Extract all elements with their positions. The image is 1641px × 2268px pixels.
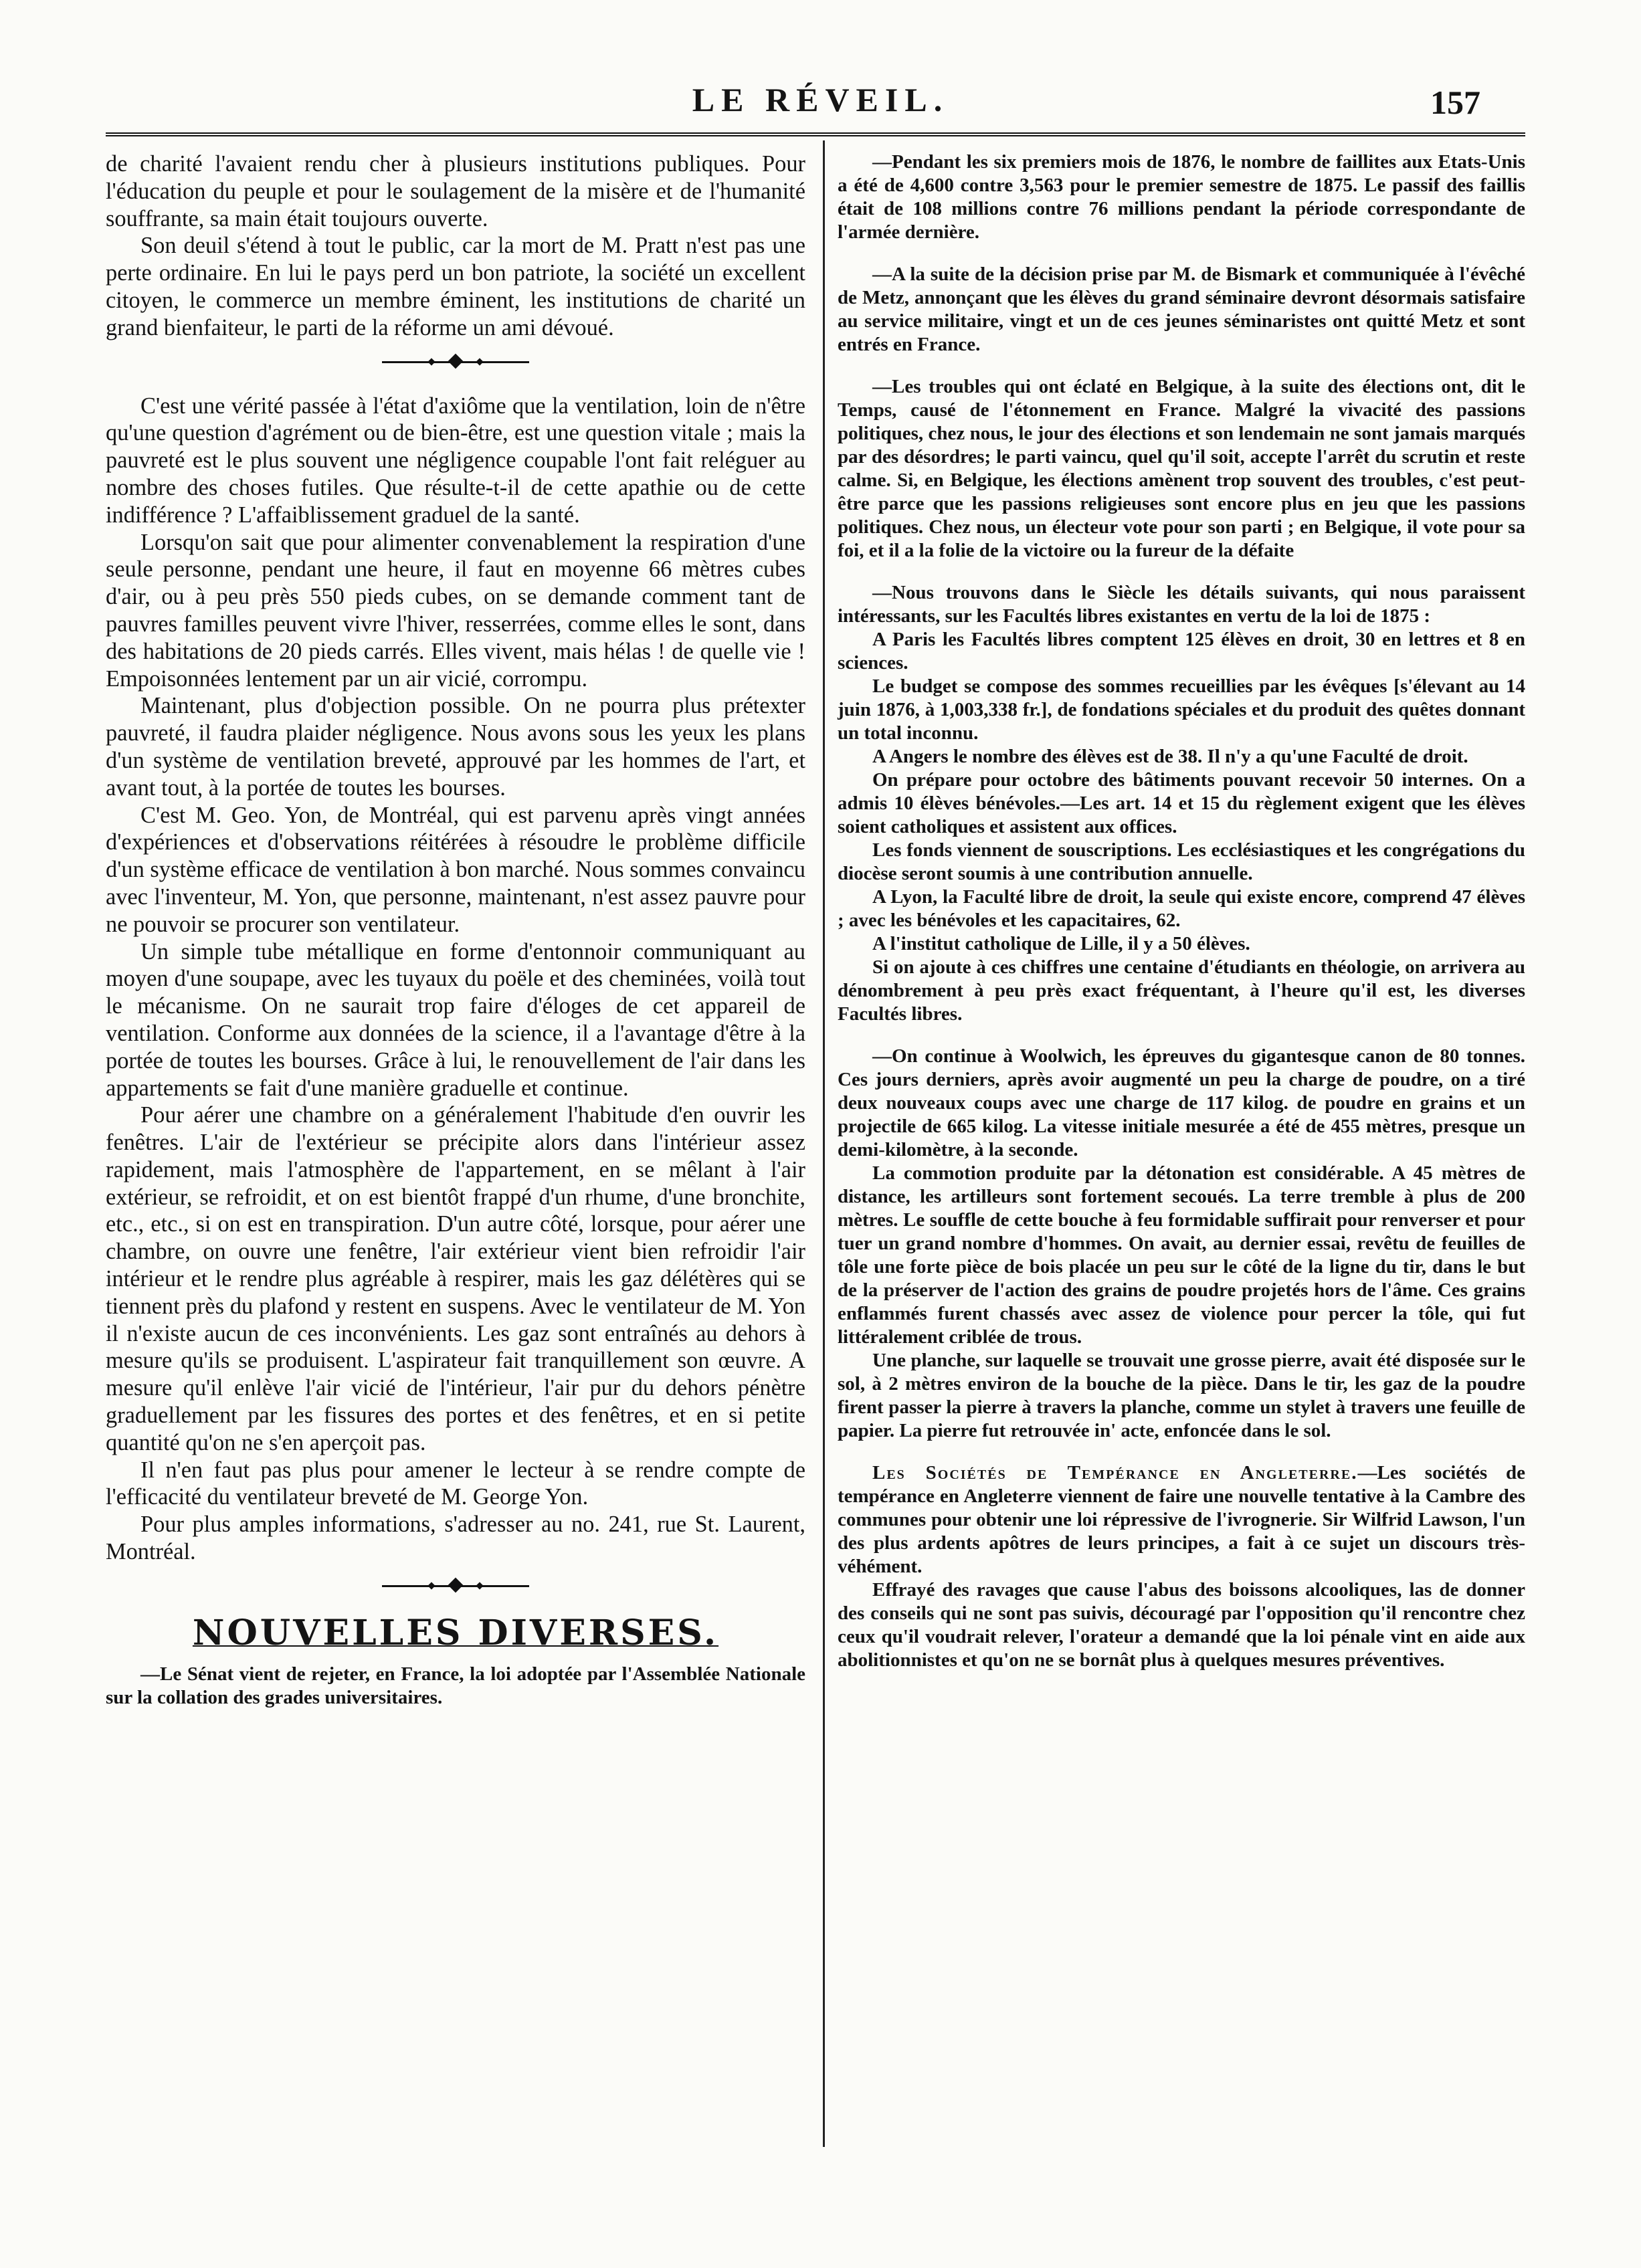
news-item: —On continue à Woolwich, les épreuves du gigantesque canon de 80 tonnes. Ces jours derniers, après avoir augmenté un peu la charge de poudre, on a tiré deux nouveaux coups avec une charge de 117 kilog. de poudre en grains et un projectile de 665 kilog. La vitesse initiale mesurée a été de 455 mètres, presque un demi-kilomètre, à la seconde. xyxy=(838,1045,1525,1160)
news-item: Une planche, sur laquelle se trouvait une grosse pierre, avait été disposée sur le sol, à 2 mètres environ de la bouche de la pièce. Dans le tir, les gaz de la poudre firent passer la pierre à travers la planche, comme un stylet à travers une feuille de papier. La pierre fut retrouvée in' acte, enfoncée dans le sol. xyxy=(838,1350,1525,1441)
article-paragraph: Pour plus amples informations, s'adresser au no. 241, rue St. Laurent, Montréal. xyxy=(106,1512,805,1565)
article-paragraph: Lorsqu'on sait que pour alimenter convenablement la respiration d'une seule personne, pendant une heure, il faut en moyenne 66 mètres cubes d'air, ou à peu près 550 pieds cubes, on se demande comment tant de pauvres familles peuvent vivre l'hiver, resserrées, comme elles le sont, dans des habitations de 20 pieds carrés. Elles vivent, mais hélas ! de quelle vie ! Empoisonnées lentement par un air vicié, corrompu. xyxy=(106,529,805,692)
news-item: —Le Sénat vient de rejeter, en France, la loi adoptée par l'Assemblée Nationale sur la collation des grades universitaires. xyxy=(106,1663,805,1708)
news-item: Les fonds viennent de souscriptions. Les ecclésiastiques et les congrégations du diocèse seront soumis à une contribution annuelle. xyxy=(838,839,1525,884)
news-item: Si on ajoute à ces chiffres une centaine d'étudiants en théologie, on arrivera au dénombrement à peu près exact fréquentant, à l'heure qu'il est, les diverses Facultés libres. xyxy=(838,956,1525,1025)
news-item: A l'institut catholique de Lille, il y a 50 élèves. xyxy=(872,933,1250,954)
masthead: LE RÉVEIL. xyxy=(692,81,949,118)
article-paragraph: Son deuil s'étend à tout le public, car la mort de M. Pratt n'est pas une perte ordinaire. En lui le pays perd un bon patriote, la société un excellent citoyen, le commerce un membre éminent, les institutions de charité un grand bienfaiteur, le parti de la réforme un ami dévoué. xyxy=(106,233,805,340)
header-rule xyxy=(106,132,1525,139)
news-item: Le budget se compose des sommes recueillies par les évêques [s'élevant au 14 juin 1876, à 1,003,338 fr.], de fondations spéciales et du produit des quêtes donnant un total inconnu. xyxy=(838,676,1525,744)
news-item xyxy=(838,1461,1525,1578)
page-header xyxy=(0,80,1641,134)
article-paragraph: C'est une vérité passée à l'état d'axiôme que la ventilation, loin de n'être qu'une question d'agrément ou de bien-être, est une question vitale ; mais la pauvreté est le plus souvent une négligence coupable l'ont fait reléguer au nombre des choses futiles. Que résulte-t-il de cette apathie ou de cette indifférence ? L'affaiblissement graduel de la santé. xyxy=(106,393,805,528)
article-paragraph: C'est M. Geo. Yon, de Montréal, qui est parvenu après vingt années d'expériences et d'observations réitérées à résoudre le problème difficile d'un système efficace de ventilation à bon marché. Nous sommes convaincu avec l'inventeur, M. Yon, que personne, maintenant, n'est assez pauvre pour ne pouvoir se procurer son ventilateur. xyxy=(106,802,805,937)
article-paragraph: Il n'en faut pas plus pour amener le lecteur à se rendre compte de l'efficacité du ventilateur breveté de M. George Yon. xyxy=(106,1457,805,1510)
column-divider xyxy=(823,140,825,2147)
section-ornament xyxy=(106,1566,805,1607)
news-item: Effrayé des ravages que cause l'abus des boissons alcooliques, las de donner des conseils qui ne sont pas suivis, découragé par l'opposition qu'il rencontre chez ceux qu'il voudrait relever, l'orateur a demandé que la loi pénale vint en aide aux abolitionnistes et qu'on ne se bornât plus à quelques mesures préventives. xyxy=(838,1579,1525,1671)
news-item: —Nous trouvons dans le Siècle les détails suivants, qui nous paraissent intéressants, sur les Facultés libres existantes en vertu de la loi de 1875 : xyxy=(838,582,1525,627)
article-paragraph: de charité l'avaient rendu cher à plusieurs institutions publiques. Pour l'éducation du peuple et pour le soulagement de la misère et de l'humanité souffrante, sa main était toujours ouverte. xyxy=(106,151,805,231)
news-item: La commotion produite par la détonation est considérable. A 45 mètres de distance, les artilleurs sont fortement secoués. La terre tremble à plus de 200 mètres. Le souffle de cette bouche à feu formidable suffirait pour renverser et pour tuer un grand nombre d'hommes. On avait, au dernier essai, revêtu de feuilles de tôle une forte pièce de bois placée un peu sur le côté de la ligne du tir, dans le but de la préserver de l'action des grains de poudre projetés hors de l'âme. Ces grains enflammés furent chassés avec assez de violence pour percer la tôle, qui fut littéralement criblée de trous. xyxy=(838,1162,1525,1348)
news-item: A Angers le nombre des élèves est de 38. Il n'y a qu'une Faculté de droit. xyxy=(872,746,1468,767)
news-item: —A la suite de la décision prise par M. de Bismark et communiquée à l'évêché de Metz, annonçant que les élèves du grand séminaire devront désormais satisfaire au service militaire, vingt et un de ces jeunes séminaristes ont quitté Metz et sont entrés en France. xyxy=(838,264,1525,355)
article-paragraph: Maintenant, plus d'objection possible. On ne pourra plus prétexter pauvreté, il faudra plaider négligence. Nous avons sous les yeux les plans d'un système de ventilation breveté, approuvé par les hommes de l'art, et avant tout, à la portée de toutes les bourses. xyxy=(106,693,805,801)
news-item: A Paris les Facultés libres comptent 125 élèves en droit, 30 en lettres et 8 en sciences. xyxy=(838,629,1525,674)
news-item-heading: Les Sociétés de Tempérance en Angleterre. xyxy=(872,1462,1358,1483)
section-heading: NOUVELLES DIVERSES. xyxy=(192,1612,719,1653)
news-item: A Lyon, la Faculté libre de droit, la seule qui existe encore, comprend 47 élèves ; avec les bénévoles et les capacitaires, 62. xyxy=(838,886,1525,931)
right-column xyxy=(838,150,1525,1672)
page-number: 157 xyxy=(1430,84,1480,121)
news-item: —Les troubles qui ont éclaté en Belgique, à la suite des élections ont, dit le Temps, causé de l'étonnement en France. Malgré la vivacité des passions politiques, chez nous, le jour des élections et son lendemain ne sont jamais marqués par des désordres; le parti vaincu, quel qu'il soit, accepte l'arrêt du scrutin et reste calme. Si, en Belgique, les élections amènent trop souvent des troubles, c'est peut-être parce que les passions religieuses sont encore plus en jeu que les passions politiques. Chez nous, un électeur vote pour son parti ; en Belgique, il vote pour sa foi, et il a la folie de la victoire ou la fureur de la défaite xyxy=(838,376,1525,561)
section-ornament xyxy=(106,342,805,383)
news-item-text: —Les sociétés de tempérance en Angleterre viennent de faire une nouvelle tentative à la Cambre des communes pour obtenir une loi répressive de l'ivrognerie. Sir Wilfrid Lawson, l'un des plus ardents apôtres de leurs principes, a fait à ce sujet un discours très-véhément. xyxy=(838,1462,1526,1577)
article-paragraph: Un simple tube métallique en forme d'entonnoir communiquant au moyen d'une soupape, avec les tuyaux du poële et des cheminées, voilà tout le mécanisme. On ne saurait trop faire d'éloges de cet appareil de ventilation. Conforme aux données de la science, il a l'avantage d'être à la portée de toutes les bourses. Grâce à lui, le renouvellement de l'air dans les appartements se fait d'une manière graduelle et continue. xyxy=(106,938,805,1101)
news-item: —Pendant les six premiers mois de 1876, le nombre de faillites aux Etats-Unis a été de 4,600 contre 3,563 pour le premier semestre de 1875. Le passif des faillis était de 108 millions contre 76 millions pendant la période correspondante de l'armée dernière. xyxy=(838,151,1525,243)
news-item: On prépare pour octobre des bâtiments pouvant recevoir 50 internes. On a admis 10 élèves bénévoles.—Les art. 14 et 15 du règlement exigent que les élèves soient catholiques et assistent aux offices. xyxy=(838,769,1525,837)
article-paragraph: Pour aérer une chambre on a généralement l'habitude d'en ouvrir les fenêtres. L'air de l'extérieur se précipite alors dans l'intérieur assez rapidement, mais l'atmosphère de l'appartement, en se mêlant à l'air extérieur, se refroidit, et on est bientôt frappé d'un rhume, d'une bronchite, etc., etc., si on est en transpiration. D'un autre côté, lorsque, pour aérer une chambre, on ouvre une fenêtre, l'air extérieur vient bien refroidir l'air intérieur et le rendre plus agréable à respirer, mais les gaz délétères qui se tiennent près du plafond y restent en suspens. Avec le ventilateur de M. Yon il n'existe aucun de ces inconvénients. Les gaz sont entraînés au dehors à mesure qu'ils se produisent. L'aspirateur fait tranquillement son œuvre. A mesure qu'il enlève l'air vicié de l'intérieur, l'air pur du dehors pénètre graduellement par les fissures des portes et des fenêtres, et en si petite quantité qu'on ne s'en aperçoit pas. xyxy=(106,1102,805,1455)
left-column xyxy=(106,150,805,1710)
